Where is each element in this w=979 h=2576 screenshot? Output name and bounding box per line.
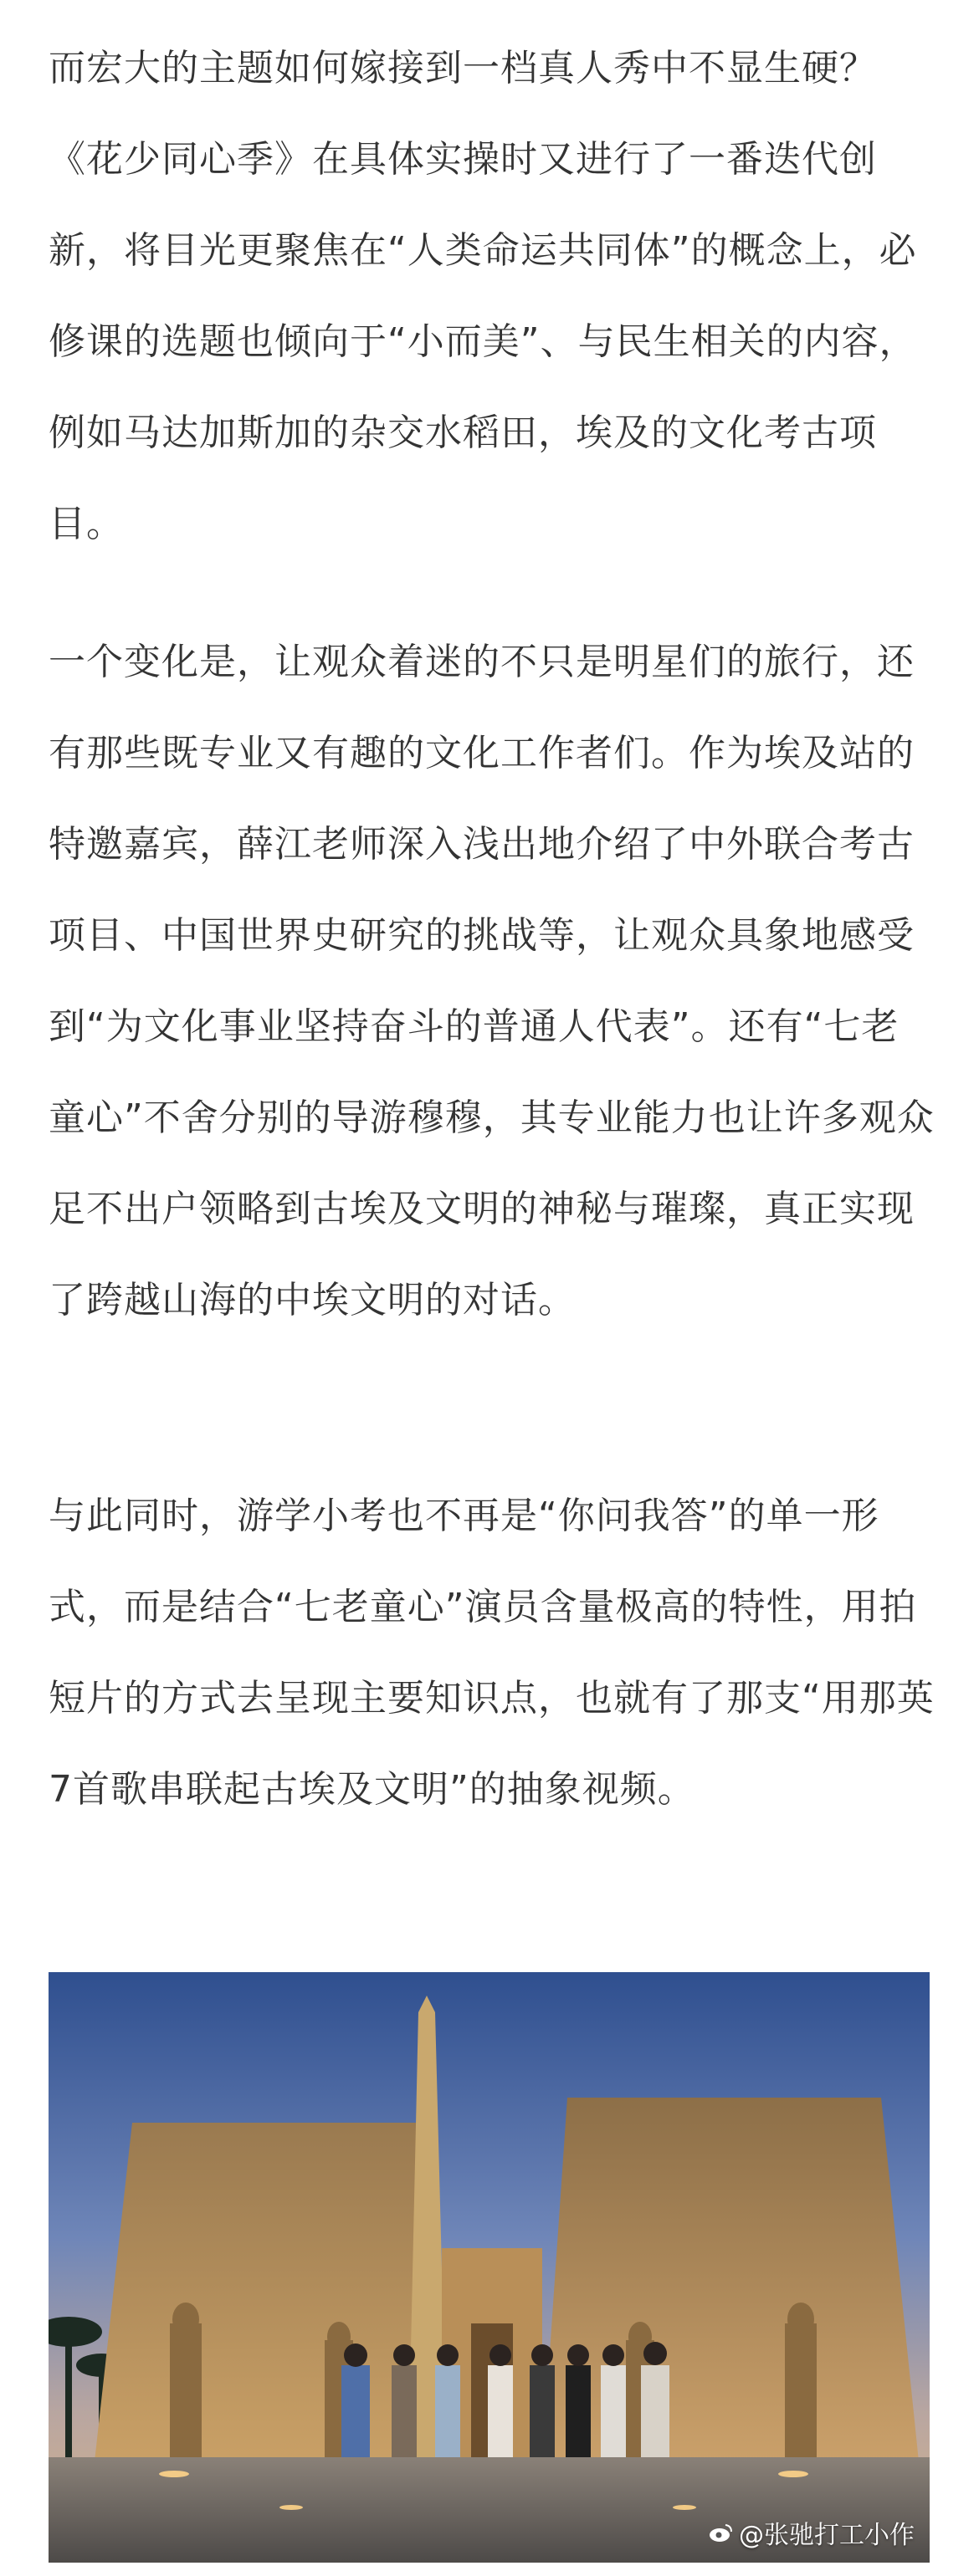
photo-watermark: [709, 2514, 915, 2551]
weibo-icon: [709, 2522, 734, 2543]
paragraph-2: 一个变化是，让观众着迷的不只是明星们的旅行，还有那些既专业又有趣的文化工作者们。作为埃及站的特邀嘉宾，薛江老师深入浅出地介绍了中外联合考古项目、中国世界史研究的挑战等，让观众具象地感受到“为文化事业坚持奋斗的普通人代表”。还有“七老童心”不舍分别的导游穆穆，其专业能力也让许多观众足不出户领略到古埃及文明的神秘与璀璨，真正实现了跨越山海的中埃文明的对话。: [49, 641, 935, 1321]
paragraph-3: 与此同时，游学小考也不再是“你问我答”的单一形式，而是结合“七老童心”演员含量极高的特性，用拍短片的方式去呈现主要知识点，也就有了那支“用那英7首歌串联起古埃及文明”的抽象视频。: [49, 1495, 935, 1811]
paragraph-1: 而宏大的主题如何嫁接到一档真人秀中不显生硬？《花少同心季》在具体实操时又进行了一番迭代创新，将目光更聚焦在“人类命运共同体”的概念上，必修课的选题也倾向于“小而美”、与民生相关的内容，例如马达加斯加的杂交水稻田，埃及的文化考古项目。: [49, 47, 917, 545]
temple-photo[interactable]: [49, 1972, 930, 2563]
temple-photo-illustration: [49, 1972, 930, 2563]
watermark-text: @张驰打工小作: [739, 2521, 915, 2550]
